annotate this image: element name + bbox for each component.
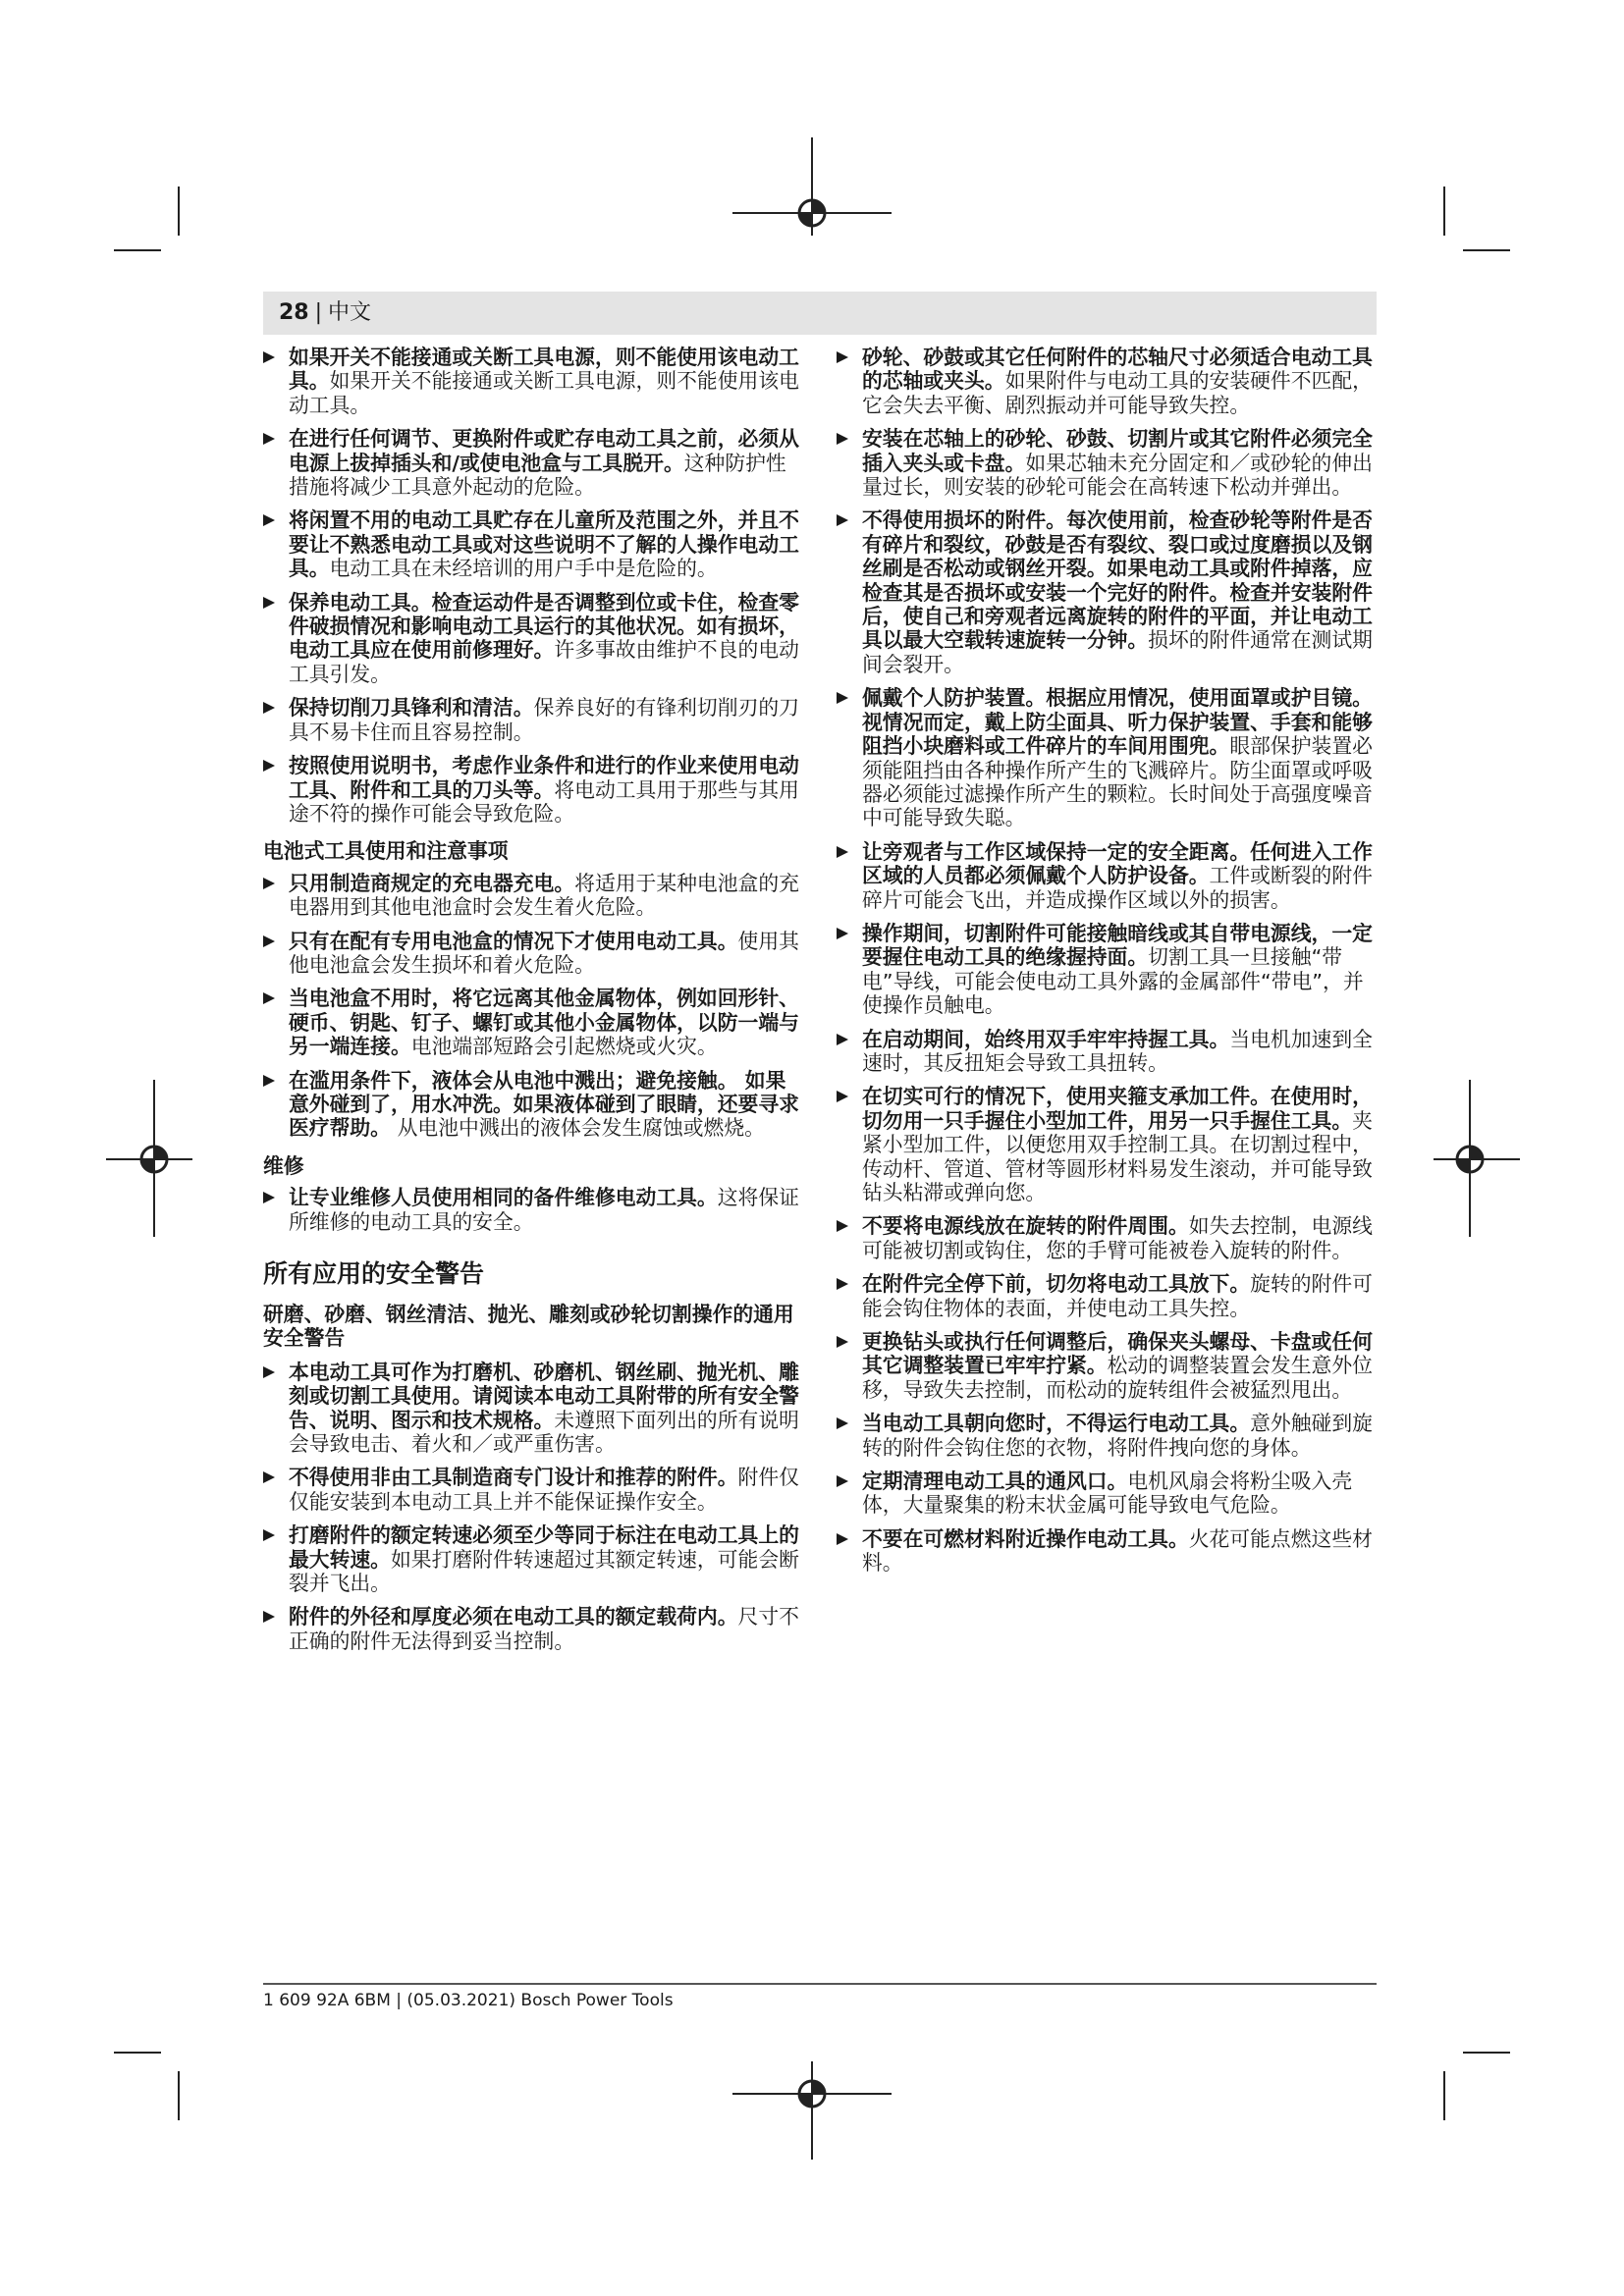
bullet-triangle-icon bbox=[263, 351, 275, 363]
bullet-triangle-icon bbox=[837, 1278, 848, 1290]
bullet-triangle-icon bbox=[263, 1075, 275, 1087]
registration-mark-icon bbox=[792, 2074, 832, 2113]
warning-body-text: 工件或断裂的附件碎片可能会飞出，并造成操作区域以外的损害。 bbox=[862, 864, 1373, 912]
warning-body-text: 从电池中溅出的液体会发生腐蚀或燃烧。 bbox=[390, 1116, 765, 1141]
warning-item bbox=[263, 1186, 805, 1234]
warning-bold-text: 不要在可燃材料附近操作电动工具。 bbox=[862, 1526, 1189, 1551]
warning-bold-text: 在滥用条件下，液体会从电池中溅出；避免接触。 如果意外碰到了，用水冲洗。如果液体碰到了眼睛，还要寻求医疗帮助。 bbox=[289, 1068, 799, 1141]
subsection-heading: 电池式工具使用和注意事项 bbox=[263, 839, 509, 864]
warning-body-text: 如失去控制，电源线可能被切割或钩住，您的手臂可能被卷入旋转的附件。 bbox=[862, 1214, 1373, 1262]
warning-item bbox=[263, 930, 805, 978]
bullet-triangle-icon bbox=[263, 1192, 275, 1203]
crop-mark bbox=[1443, 187, 1445, 236]
warning-bold-text: 在启动期间，始终用双手牢牢持握工具。 bbox=[862, 1027, 1230, 1051]
warning-body-text: 如果附件与电动工具的安装硬件不匹配，它会失去平衡、剧烈振动并可能导致失控。 bbox=[862, 369, 1373, 417]
page-footer: 1 609 92A 6BM | (05.03.2021) Bosch Power Tools bbox=[263, 1991, 674, 2010]
warning-item bbox=[263, 591, 805, 687]
warning-item bbox=[837, 1527, 1379, 1575]
bullet-triangle-icon bbox=[263, 1529, 275, 1541]
crop-mark bbox=[1463, 2052, 1510, 2054]
warning-body-text: 电动工具在未经培训的用户手中是危险的。 bbox=[329, 557, 718, 581]
warning-bold-text: 定期清理电动工具的通风口。 bbox=[862, 1469, 1128, 1494]
bullet-triangle-icon bbox=[837, 351, 848, 363]
warning-body-text: 尺寸不正确的附件无法得到妥当控制。 bbox=[289, 1605, 799, 1653]
warning-item bbox=[837, 1330, 1379, 1402]
warning-item bbox=[837, 1028, 1379, 1076]
warning-item bbox=[837, 1214, 1379, 1262]
crop-mark bbox=[1443, 2071, 1445, 2120]
crop-mark bbox=[178, 2071, 180, 2120]
bullet-triangle-icon bbox=[837, 1533, 848, 1545]
warning-item bbox=[263, 754, 805, 826]
warning-bold-text: 不得使用非由工具制造商专门设计和推荐的附件。 bbox=[289, 1466, 738, 1490]
header-separator: | bbox=[314, 300, 323, 325]
warning-item bbox=[263, 1523, 805, 1595]
warning-body-text: 损坏的附件通常在测试期间会裂开。 bbox=[862, 628, 1373, 676]
warning-item bbox=[837, 1272, 1379, 1320]
warning-body-text: 电机风扇会将粉尘吸入壳体，大量聚集的粉末状金属可能导致电气危险。 bbox=[862, 1469, 1353, 1518]
warning-item bbox=[837, 922, 1379, 1018]
warning-body-text: 将适用于某种电池盒的充电器用到其他电池盒时会发生着火危险。 bbox=[289, 871, 799, 920]
warning-body-text: 电池端部短路会引起燃烧或火灾。 bbox=[410, 1035, 718, 1059]
warning-bold-text: 不要将电源线放在旋转的附件周围。 bbox=[862, 1214, 1189, 1239]
bullet-triangle-icon bbox=[263, 1471, 275, 1483]
warning-bold-text: 如果开关不能接通或关断工具电源，则不能使用该电动工具。 bbox=[289, 346, 799, 394]
bullet-triangle-icon bbox=[263, 1611, 275, 1623]
warning-bold-text: 打磨附件的额定转速必须至少等同于标注在电动工具上的最大转速。 bbox=[289, 1523, 799, 1572]
warning-item bbox=[263, 872, 805, 920]
section-heading: 所有应用的安全警告 bbox=[263, 1259, 485, 1288]
warning-body-text: 将电动工具用于那些与其用途不符的操作可能会导致危险。 bbox=[289, 777, 799, 826]
bullet-triangle-icon bbox=[837, 1336, 848, 1348]
bullet-triangle-icon bbox=[837, 692, 848, 704]
warning-body-text: 使用其他电池盒会发生损坏和着火危险。 bbox=[289, 929, 799, 977]
warning-item bbox=[263, 987, 805, 1058]
warning-bold-text: 更换钻头或执行任何调整后，确保夹头螺母、卡盘或任何其它调整装置已牢牢拧紧。 bbox=[862, 1330, 1373, 1378]
warning-body-text: 夹紧小型加工件，以便您用双手控制工具。在切割过程中，传动杆、管道、管材等圆形材料易发生滚动，并可能导致钻头粘滞或弹向您。 bbox=[862, 1108, 1373, 1204]
warning-bold-text: 按照使用说明书，考虑作业条件和进行的作业来使用电动工具、附件和工具的刀头等。 bbox=[289, 754, 799, 802]
warning-item bbox=[837, 1412, 1379, 1460]
bullet-triangle-icon bbox=[837, 1475, 848, 1487]
warning-body-text: 眼部保护装置必须能阻挡由各种操作所产生的飞溅碎片。防尘面罩或呼吸器必须能过滤操作所产生的颗粒。长时间处于高强度噪音中可能导致失聪。 bbox=[862, 734, 1373, 830]
warning-body-text: 这种防护性措施将减少工具意外起动的危险。 bbox=[289, 451, 786, 500]
warning-body-text: 当电机加速到全速时，其反扭矩会导致工具扭转。 bbox=[862, 1027, 1373, 1075]
warning-body-text: 切割工具一旦接触“带电”导线，可能会使电动工具外露的金属部件“带电”，并使操作员触电。 bbox=[862, 945, 1364, 1018]
registration-mark-icon bbox=[135, 1140, 174, 1179]
subsection-heading: 研磨、砂磨、钢丝清洁、抛光、雕刻或砂轮切割操作的通用安全警告 bbox=[263, 1303, 794, 1351]
warning-item bbox=[263, 427, 805, 499]
bullet-triangle-icon bbox=[837, 1417, 848, 1429]
warning-bold-text: 在进行任何调节、更换附件或贮存电动工具之前，必须从电源上拔掉插头和/或使电池盒与工具脱开。 bbox=[289, 427, 799, 475]
warning-bold-text: 让旁观者与工作区域保持一定的安全距离。任何进入工作区域的人员都必须佩戴个人防护设备。 bbox=[862, 839, 1373, 888]
crop-mark bbox=[178, 187, 180, 236]
warning-bold-text: 将闲置不用的电动工具贮存在儿童所及范围之外，并且不要让不熟悉电动工具或对这些说明不了解的人操作电动工具。 bbox=[289, 508, 799, 581]
warning-item bbox=[263, 1361, 805, 1457]
bullet-triangle-icon bbox=[837, 1034, 848, 1045]
warning-bold-text: 让专业维修人员使用相同的备件维修电动工具。 bbox=[289, 1186, 718, 1210]
warning-bold-text: 佩戴个人防护装置。根据应用情况，使用面罩或护目镜。视情况而定，戴上防尘面具、听力保护装置、手套和能够阻挡小块磨料或工件碎片的车间用围兜。 bbox=[862, 686, 1373, 759]
warning-bold-text: 只有在配有专用电池盒的情况下才使用电动工具。 bbox=[289, 929, 738, 953]
bullet-triangle-icon bbox=[837, 928, 848, 939]
warning-body-text: 保养良好的有锋利切削刃的刀具不易卡住而且容易控制。 bbox=[289, 696, 799, 744]
warning-body-text: 附件仅仅能安装到本电动工具上并不能保证操作安全。 bbox=[289, 1466, 799, 1514]
bullet-triangle-icon bbox=[837, 1091, 848, 1102]
warning-body-text: 旋转的附件可能会钩住物体的表面，并使电动工具失控。 bbox=[862, 1272, 1373, 1320]
bullet-triangle-icon bbox=[263, 992, 275, 1004]
bullet-triangle-icon bbox=[837, 514, 848, 526]
bullet-triangle-icon bbox=[263, 878, 275, 889]
warning-body-text: 意外触碰到旋转的附件会钩住您的衣物，将附件拽向您的身体。 bbox=[862, 1412, 1373, 1460]
bullet-triangle-icon bbox=[837, 433, 848, 445]
warning-bold-text: 当电动工具朝向您时，不得运行电动工具。 bbox=[862, 1412, 1251, 1436]
bullet-triangle-icon bbox=[263, 760, 275, 772]
header-language: 中文 bbox=[328, 300, 372, 325]
warning-bold-text: 附件的外径和厚度必须在电动工具的额定载荷内。 bbox=[289, 1605, 738, 1629]
warning-item bbox=[837, 427, 1379, 499]
warning-item bbox=[837, 1469, 1379, 1518]
warning-bold-text: 砂轮、砂鼓或其它任何附件的芯轴尺寸必须适合电动工具的芯轴或夹头。 bbox=[862, 346, 1373, 394]
warning-body-text: 许多事故由维护不良的电动工具引发。 bbox=[289, 638, 799, 686]
warning-item bbox=[263, 346, 805, 417]
warning-bold-text: 操作期间，切割附件可能接触暗线或其自带电源线，一定要握住电动工具的绝缘握持面。 bbox=[862, 921, 1373, 970]
crop-mark bbox=[1463, 249, 1510, 251]
warning-item bbox=[263, 1069, 805, 1141]
warning-item bbox=[263, 1466, 805, 1514]
warning-item bbox=[837, 686, 1379, 829]
warning-bold-text: 保养电动工具。检查运动件是否调整到位或卡住，检查零件破损情况和影响电动工具运行的其他状况。如有损坏，电动工具应在使用前修理好。 bbox=[289, 590, 799, 663]
bullet-triangle-icon bbox=[263, 433, 275, 445]
bullet-triangle-icon bbox=[263, 1366, 275, 1378]
crop-mark bbox=[114, 2052, 161, 2054]
registration-mark-icon bbox=[792, 193, 832, 233]
left-column bbox=[263, 346, 805, 1663]
warning-body-text: 这将保证所维修的电动工具的安全。 bbox=[289, 1186, 799, 1234]
warning-item bbox=[263, 508, 805, 580]
warning-bold-text: 在附件完全停下前，切勿将电动工具放下。 bbox=[862, 1272, 1251, 1297]
bullet-triangle-icon bbox=[837, 846, 848, 858]
bullet-triangle-icon bbox=[837, 1220, 848, 1232]
warning-item bbox=[837, 1085, 1379, 1204]
footer-rule bbox=[263, 1983, 1377, 1985]
warning-body-text: 松动的调整装置会发生意外位移，导致失去控制，而松动的旋转组件会被猛烈甩出。 bbox=[862, 1354, 1373, 1402]
warning-item bbox=[837, 840, 1379, 912]
warning-item bbox=[837, 346, 1379, 417]
warning-body-text: 如果打磨附件转速超过其额定转速，可能会断裂并飞出。 bbox=[289, 1547, 799, 1596]
bullet-triangle-icon bbox=[263, 597, 275, 609]
warning-item bbox=[263, 696, 805, 744]
warning-body-text: 火花可能点燃这些材料。 bbox=[862, 1526, 1373, 1575]
warning-body-text: 如果开关不能接通或关断工具电源，则不能使用该电动工具。 bbox=[289, 369, 799, 417]
bullet-triangle-icon bbox=[263, 935, 275, 947]
bullet-triangle-icon bbox=[263, 514, 275, 526]
warning-bold-text: 不得使用损坏的附件。每次使用前，检查砂轮等附件是否有碎片和裂纹，砂鼓是否有裂纹、裂口或过度磨损以及钢丝刷是否松动或钢丝开裂。如果电动工具或附件掉落，应检查其是否损坏或安装一个完好的附件。检查并安装附件后，使自己和旁观者远离旋转的附件的平面，并让电动工具以最大空载转速旋转一分钟。 bbox=[862, 508, 1373, 653]
warning-item bbox=[837, 508, 1379, 676]
crop-mark bbox=[114, 249, 161, 251]
warning-bold-text: 本电动工具可作为打磨机、砂磨机、钢丝刷、抛光机、雕刻或切割工具使用。请阅读本电动工具附带的所有安全警告、说明、图示和技术规格。 bbox=[289, 1360, 799, 1432]
right-column bbox=[837, 346, 1379, 1585]
warning-bold-text: 当电池盒不用时，将它远离其他金属物体，例如回形针、硬币、钥匙、钉子、螺钉或其他小金属物体，以防一端与另一端连接。 bbox=[289, 987, 799, 1059]
bullet-triangle-icon bbox=[263, 702, 275, 714]
page-header bbox=[263, 292, 1377, 335]
page-number: 28 bbox=[279, 300, 309, 325]
warning-bold-text: 保持切削刀具锋利和清洁。 bbox=[289, 696, 534, 721]
warning-body-text: 未遵照下面列出的所有说明会导致电击、着火和／或严重伤害。 bbox=[289, 1408, 799, 1457]
warning-item bbox=[263, 1605, 805, 1653]
warning-body-text: 如果芯轴未充分固定和／或砂轮的伸出量过长，则安装的砂轮可能会在高转速下松动并弹出。 bbox=[862, 451, 1373, 500]
warning-bold-text: 安装在芯轴上的砂轮、砂鼓、切割片或其它附件必须完全插入夹头或卡盘。 bbox=[862, 427, 1373, 475]
warning-bold-text: 只用制造商规定的充电器充电。 bbox=[289, 871, 575, 895]
subsection-heading: 维修 bbox=[263, 1153, 304, 1178]
warning-bold-text: 在切实可行的情况下，使用夹箍支承加工件。在使用时，切勿用一只手握住小型加工件，用另一只手握住工具。 bbox=[862, 1085, 1373, 1133]
registration-mark-icon bbox=[1450, 1140, 1489, 1179]
